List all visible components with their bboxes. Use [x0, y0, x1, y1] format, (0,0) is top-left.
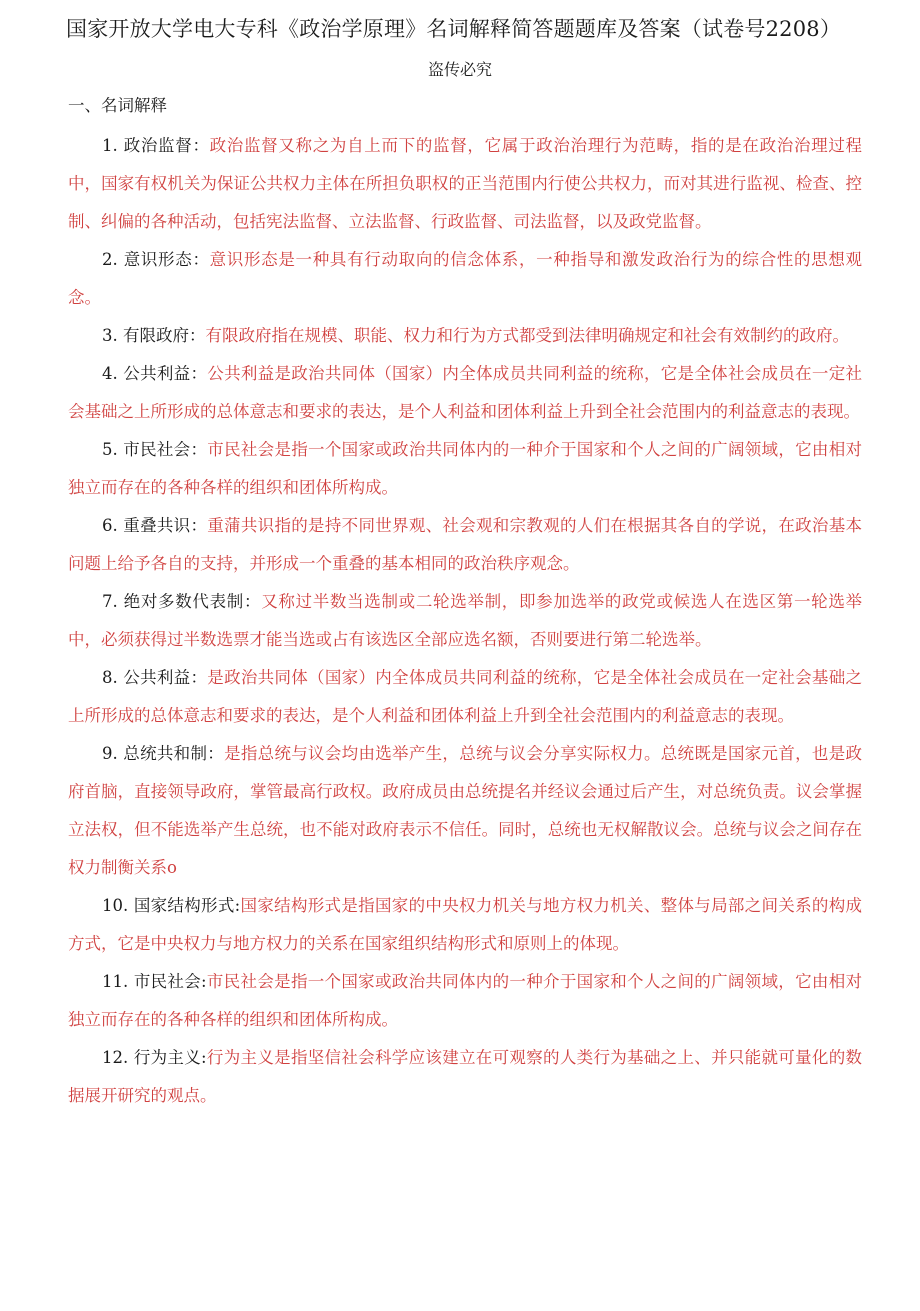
definition-list [68, 127, 862, 1115]
entry-term: 公共利益 [123, 364, 191, 383]
definition-entry [68, 735, 862, 887]
entry-separator: : [201, 1048, 207, 1067]
entry-term: 意识形态 [123, 250, 193, 269]
definition-entry [68, 887, 862, 963]
entry-term: 市民社会 [133, 972, 202, 991]
entry-definition: 市民社会是指一个国家或政治共同体内的一种介于国家和个人之间的广阔领域，它由相对独立而存在的各种各样的组织和团体所构成。 [68, 972, 863, 1029]
entry-definition: 行为主义是指坚信社会科学应该建立在可观察的人类行为基础之上、并只能就可量化的数据展开研究的观点。 [68, 1048, 863, 1105]
definition-entry [68, 963, 862, 1039]
entry-number: 9. [102, 744, 118, 763]
entry-definition: 重蒲共识指的是持不同世界观、社会观和宗教观的人们在根据其各自的学说，在政治基本问题上给予各自的支持，并形成一个重叠的基本相同的政治秩序观念。 [68, 516, 863, 573]
definition-entry [68, 507, 862, 583]
entry-term: 绝对多数代表制 [123, 592, 244, 611]
entry-definition: 国家结构形式是指国家的中央权力机关与地方权力机关、整体与局部之间关系的构成方式，它是中央权力与地方权力的关系在国家组织结构形式和原则上的体现。 [68, 896, 863, 953]
entry-separator: ： [244, 592, 262, 611]
entry-term: 国家结构形式 [133, 896, 235, 915]
definition-entry [68, 127, 862, 241]
entry-separator: : [201, 972, 207, 991]
definition-entry [68, 583, 862, 659]
entry-separator: ： [190, 440, 208, 459]
entry-number: 1. [102, 136, 118, 155]
entry-definition: 又称过半数当选制或二轮选举制，即参加选举的政党或候选人在选区第一轮选举中，必须获得过半数选票才能当选或占有该选区全部应选名额，否则要进行第二轮选举。 [68, 592, 863, 649]
entry-number: 8. [102, 668, 118, 687]
entry-number: 3. [102, 326, 118, 345]
entry-definition: 市民社会是指一个国家或政治共同体内的一种介于国家和个人之间的广阔领域，它由相对独立而存在的各种各样的组织和团体所构成。 [68, 440, 863, 497]
definition-entry [68, 317, 862, 355]
entry-number: 12. [102, 1048, 129, 1067]
entry-term: 市民社会 [123, 440, 191, 459]
definition-entry [68, 355, 862, 431]
entry-separator: ： [190, 516, 208, 535]
entry-number: 7. [102, 592, 118, 611]
entry-separator: ： [207, 744, 225, 763]
entry-term: 重叠共识 [123, 516, 191, 535]
entry-term: 有限政府 [123, 326, 189, 345]
definition-entry [68, 1039, 862, 1115]
entry-definition: 有限政府指在规模、职能、权力和行为方式都受到法律明确规定和社会有效制约的政府。 [205, 326, 849, 345]
entry-number: 6. [102, 516, 118, 535]
entry-separator: ： [189, 326, 206, 345]
entry-number: 10. [102, 896, 129, 915]
entry-term: 行为主义 [133, 1048, 202, 1067]
entry-separator: : [234, 896, 241, 915]
entry-number: 4. [102, 364, 118, 383]
entry-term: 政治监督 [123, 136, 193, 155]
section-heading: 一、名词解释 [68, 96, 167, 115]
entry-definition: 公共利益是政治共同体（国家）内全体成员共同利益的统称，它是全体社会成员在一定社会基础之上所形成的总体意志和要求的表达，是个人利益和团体利益上升到全社会范围内的利益意志的表现。 [68, 364, 863, 421]
document-title: 国家开放大学电大专科《政治学原理》名词解释简答题题库及答案（试卷号2208） [66, 17, 842, 41]
entry-number: 5. [102, 440, 118, 459]
entry-definition: 是指总统与议会均由选举产生，总统与议会分享实际权力。总统既是国家元首，也是政府首脑，直接领导政府，掌管最高行政权。政府成员由总统提名并经议会通过后产生，对总统负责。议会掌握立法权，但不能选举产生总统，也不能对政府表示不信任。同时，总统也无权解散议会。总统与议会之间存在权力制衡关系o [68, 744, 863, 877]
definition-entry [68, 659, 862, 735]
entry-definition: 是政治共同体（国家）内全体成员共同利益的统称，它是全体社会成员在一定社会基础之上所形成的总体意志和要求的表达，是个人利益和团体利益上升到全社会范围内的利益意志的表现。 [68, 668, 863, 725]
entry-term: 总统共和制 [123, 744, 208, 763]
definition-entry [68, 431, 862, 507]
document-subtitle: 盗传必究 [427, 60, 492, 79]
entry-number: 11. [102, 972, 129, 991]
entry-separator: ： [190, 668, 208, 687]
entry-separator: ： [192, 136, 210, 155]
entry-separator: ： [190, 364, 208, 383]
entry-definition: 意识形态是一种具有行动取向的信念体系，一种指导和激发政治行为的综合性的思想观念。 [68, 250, 863, 307]
entry-separator: ： [192, 250, 210, 269]
entry-term: 公共利益 [123, 668, 191, 687]
entry-definition: 政治监督又称之为自上而下的监督，它属于政治治理行为范畴，指的是在政治治理过程中，国家有权机关为保证公共权力主体在所担负职权的正当范围内行使公共权力，而对其进行监视、检查、控制、纠偏的各种活动，包括宪法监督、立法监督、行政监督、司法监督，以及政党监督。 [68, 136, 863, 231]
entry-number: 2. [102, 250, 118, 269]
definition-entry [68, 241, 862, 317]
